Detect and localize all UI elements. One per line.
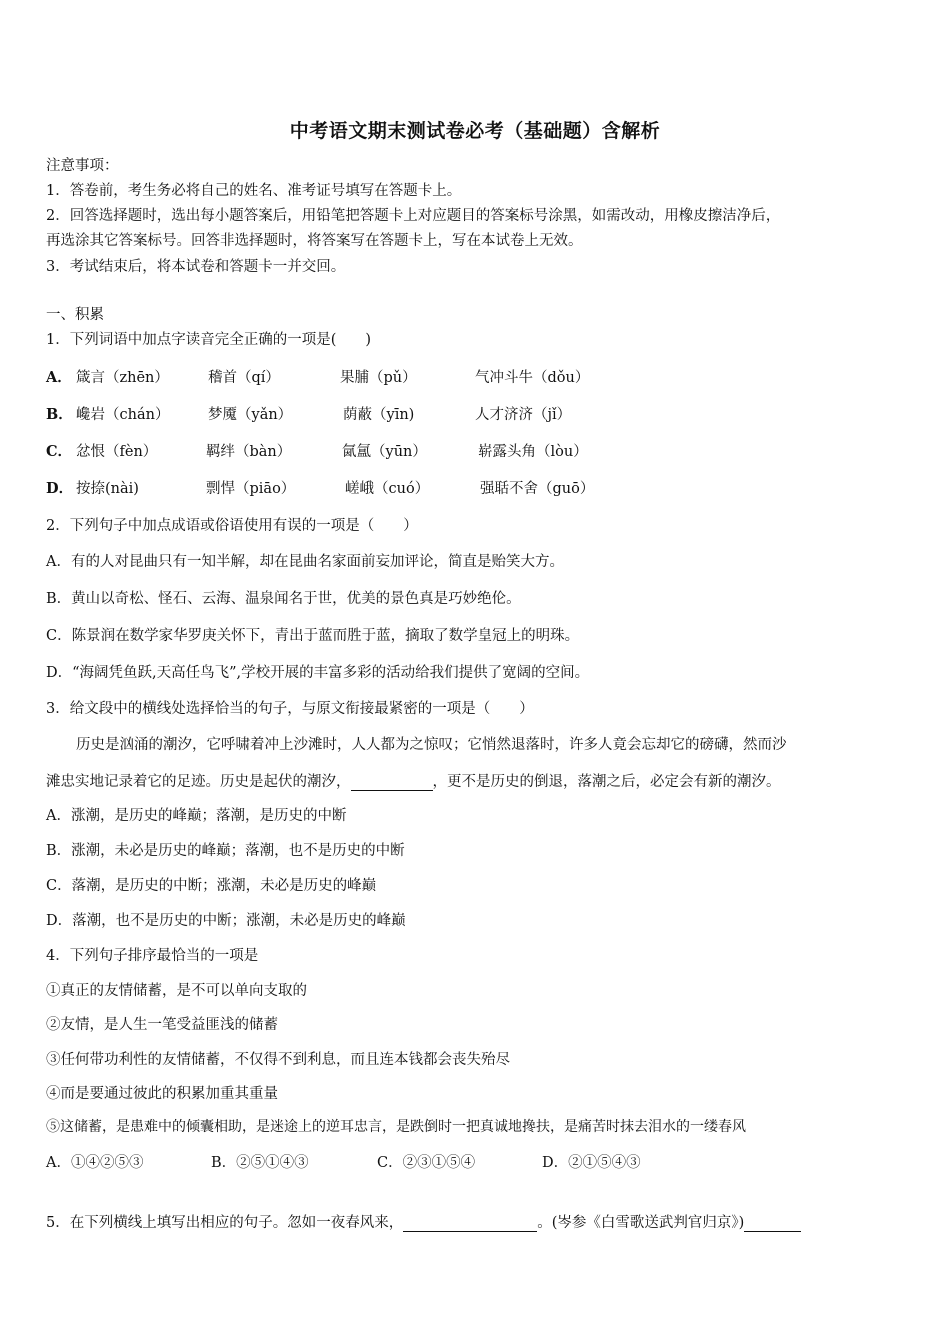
q1-option-b-item-4: 人才济济（jǐ） xyxy=(475,407,572,423)
q1-option-a-item-2: 稽首（qí） xyxy=(208,370,280,386)
q3-option-a: A．涨潮，是历史的峰巅；落潮，是历史的中断 xyxy=(46,808,347,824)
q4-stem: 4．下列句子排序最恰当的一项是 xyxy=(46,948,259,964)
q1-option-d-label: D． xyxy=(46,480,74,497)
q1-option-b-item-3: 荫蔽（yīn) xyxy=(343,407,415,423)
notice-line-2b: 再选涂其它答案标号。回答非选择题时，将答案写在答题卡上，写在本试卷上无效。 xyxy=(46,233,583,249)
q3-passage-line-2a: 滩忠实地记录着它的足迹。历史是起伏的潮汐， xyxy=(46,774,351,790)
q4-sentence-1: ①真正的友情储蓄，是不可以单向支取的 xyxy=(46,983,307,999)
q5-blank-1[interactable] xyxy=(403,1231,537,1232)
q2-stem: 2．下列句子中加点成语或俗语使用有误的一项是（ ） xyxy=(46,518,418,534)
q4-option-a: A．①④②⑤③ xyxy=(46,1155,144,1171)
q4-sentence-3: ③任何带功利性的友情储蓄，不仅得不到利息，而且连本钱都会丧失殆尽 xyxy=(46,1052,510,1068)
q5-line xyxy=(46,1211,801,1232)
q4-option-c: C．②③①⑤④ xyxy=(377,1155,476,1171)
q5-text-a: 5．在下列横线上填写出相应的句子。忽如一夜春风来， xyxy=(46,1215,404,1231)
q4-sentence-5: ⑤这储蓄，是患难中的倾囊相助，是迷途上的逆耳忠言，是跌倒时一把真诚地搀扶，是痛苦时抹去泪水的一缕春风 xyxy=(46,1119,746,1135)
q1-option-a-item-4: 气冲斗牛（dǒu） xyxy=(475,370,590,386)
notice-line-2a: 2．回答选择题时，选出每小题答案后，用铅笔把答题卡上对应题目的答案标号涂黑，如需改动，用橡皮擦洁净后， xyxy=(46,208,781,224)
q4-sentence-4: ④而是要通过彼此的积累加重其重量 xyxy=(46,1086,278,1102)
q1-option-c-item-3: 氤氲（yūn） xyxy=(342,444,427,460)
q1-option-c-item-2: 羁绊（bàn） xyxy=(206,444,292,460)
q1-option-d-item-1: 按捺(nài) xyxy=(76,481,139,497)
q5-blank-2[interactable] xyxy=(744,1231,801,1232)
q1-option-b-item-1: 巉岩（chán） xyxy=(76,407,170,423)
notice-heading: 注意事项： xyxy=(46,158,119,174)
q1-option-b-label: B． xyxy=(46,406,73,423)
q3-option-d: D．落潮，也不是历史的中断；涨潮，未必是历史的峰巅 xyxy=(46,913,406,929)
q1-option-c-item-1: 忿恨（fèn） xyxy=(76,444,158,460)
q1-option-a-item-3: 果脯（pǔ） xyxy=(340,370,417,386)
q4-option-d: D．②①⑤④③ xyxy=(542,1155,641,1171)
q4-sentence-2: ②友情，是人生一笔受益匪浅的储蓄 xyxy=(46,1017,278,1033)
q2-option-b: B．黄山以奇松、怪石、云海、温泉闻名于世，优美的景色真是巧妙绝伦。 xyxy=(46,591,521,607)
q4-option-b: B．②⑤①④③ xyxy=(211,1155,309,1171)
notice-line-1: 1．答卷前，考生务必将自己的姓名、准考证号填写在答题卡上。 xyxy=(46,183,462,199)
q1-option-c-item-4: 崭露头角（lòu） xyxy=(478,444,588,460)
notice-line-3: 3．考试结束后，将本试卷和答题卡一并交回。 xyxy=(46,259,346,275)
q1-option-a-item-1: 箴言（zhēn） xyxy=(76,370,169,386)
q3-option-c: C．落潮，是历史的中断；涨潮，未必是历史的峰巅 xyxy=(46,878,377,894)
q1-option-a-label: A． xyxy=(46,369,72,386)
q2-option-c: C．陈景润在数学家华罗庚关怀下，青出于蓝而胜于蓝，摘取了数学皇冠上的明珠。 xyxy=(46,628,580,644)
q1-stem: 1．下列词语中加点字读音完全正确的一项是( ) xyxy=(46,332,372,348)
q3-blank xyxy=(351,790,433,791)
q1-option-d-item-3: 嵯峨（cuó） xyxy=(345,481,430,497)
q2-option-d: D．“海阔凭鱼跃,天高任鸟飞”,学校开展的丰富多彩的活动给我们提供了宽阔的空间。 xyxy=(46,665,590,681)
q3-stem: 3．给文段中的横线处选择恰当的句子，与原文衔接最紧密的一项是（ ） xyxy=(46,701,534,717)
q1-option-c-label: C． xyxy=(46,443,73,460)
q5-text-b: 。(岑参《白雪歌送武判官归京》) xyxy=(537,1215,745,1231)
q3-passage-line-2 xyxy=(46,770,781,791)
q3-passage-line-1: 历史是汹涌的潮汐，它呼啸着冲上沙滩时，人人都为之惊叹；它悄然退落时，许多人竟会忘却它的磅礴，然而沙 xyxy=(76,737,787,753)
q3-option-b: B．涨潮，未必是历史的峰巅；落潮，也不是历史的中断 xyxy=(46,843,405,859)
q3-passage-line-2b: ，更不是历史的倒退，落潮之后，必定会有新的潮汐。 xyxy=(432,774,781,790)
q1-option-d-item-2: 剽悍（piāo） xyxy=(206,481,296,497)
q1-option-b-item-2: 梦魇（yǎn） xyxy=(208,407,293,423)
page-title: 中考语文期末测试卷必考（基础题）含解析 xyxy=(289,120,661,142)
q1-option-d-item-4: 强聒不舍（guō） xyxy=(480,481,595,497)
q2-option-a: A．有的人对昆曲只有一知半解，却在昆曲名家面前妄加评论，简直是贻笑大方。 xyxy=(46,554,564,570)
section-heading: 一、积累 xyxy=(46,307,104,323)
